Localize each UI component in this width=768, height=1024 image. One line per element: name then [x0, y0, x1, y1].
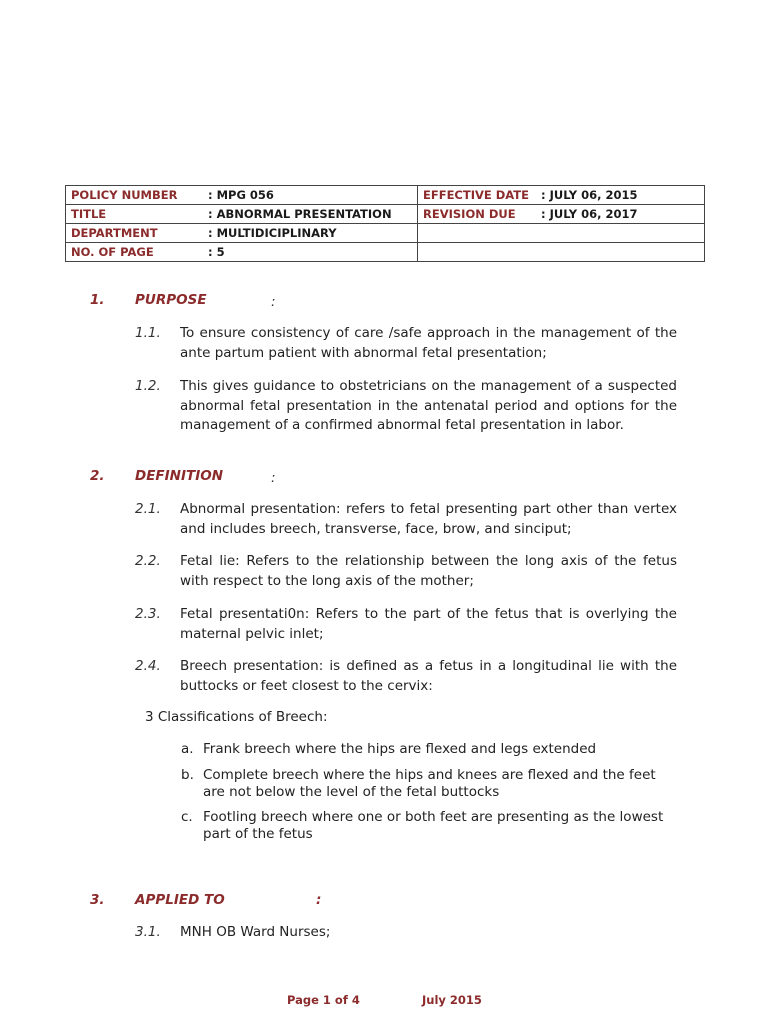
- footer-date: July 2015: [422, 993, 482, 1007]
- section-number: 1.: [90, 292, 105, 308]
- item-number: 2.2.: [135, 553, 161, 569]
- item-number: 3.1.: [135, 924, 161, 940]
- item-text: This gives guidance to obstetricians on the management of a suspected abnormal fetal presentation in the antenatal period and options for the management of a confirmed abnormal fetal presentation in labor.: [180, 378, 677, 433]
- list-item: [181, 767, 681, 801]
- section-number: 3.: [90, 892, 105, 908]
- list-item: [181, 809, 681, 843]
- list-item: [135, 605, 677, 644]
- header-value: : ABNORMAL PRESENTATION: [208, 207, 392, 221]
- header-value: : MULTIDICIPLINARY: [208, 226, 337, 240]
- policy-header-table: [65, 185, 705, 262]
- item-number: 2.4.: [135, 658, 161, 674]
- list-item: [135, 657, 677, 696]
- header-key: EFFECTIVE DATE: [423, 188, 529, 202]
- item-number: c.: [181, 809, 193, 825]
- item-number: a.: [181, 741, 194, 757]
- header-row: [66, 205, 705, 224]
- list-item: [135, 552, 677, 591]
- list-item: [181, 741, 681, 758]
- item-text: Fetal lie: Refers to the relationship between the long axis of the fetus with respect to the long axis of the mother;: [180, 553, 677, 589]
- item-number: 1.2.: [135, 378, 161, 394]
- classifications-label: 3 Classifications of Breech:: [145, 709, 328, 725]
- item-text: Fetal presentati0n: Refers to the part of the fetus that is overlying the maternal pelvic inlet;: [180, 606, 677, 642]
- section-heading-purpose: [90, 292, 207, 308]
- header-value: : JULY 06, 2015: [541, 188, 638, 202]
- footer-page-number: Page 1 of 4: [287, 993, 360, 1007]
- section-colon: :: [271, 294, 276, 310]
- item-text: MNH OB Ward Nurses;: [180, 924, 331, 940]
- header-value: : 5: [208, 245, 225, 259]
- item-text: Abnormal presentation: refers to fetal presenting part other than vertex and includes breech, transverse, face, brow, and sinciput;: [180, 501, 677, 537]
- section-title: PURPOSE: [135, 292, 207, 308]
- header-key: TITLE: [71, 207, 107, 221]
- section-colon: :: [316, 892, 322, 908]
- section-heading-definition: [90, 468, 223, 484]
- item-text: Footling breech where one or both feet are presenting as the lowest part of the fetus: [203, 809, 664, 842]
- item-text: Complete breech where the hips and knees are flexed and the feet are not below the level of the fetal buttocks: [203, 767, 656, 800]
- item-text: To ensure consistency of care /safe approach in the management of the ante partum patient with abnormal fetal presentation;: [180, 325, 677, 361]
- section-number: 2.: [90, 468, 105, 484]
- section-title: APPLIED TO: [135, 892, 225, 908]
- header-row: [66, 186, 705, 205]
- header-row: [66, 224, 705, 243]
- list-item: [135, 324, 677, 363]
- header-key: NO. OF PAGE: [71, 245, 154, 259]
- header-value: : MPG 056: [208, 188, 274, 202]
- header-value: : JULY 06, 2017: [541, 207, 638, 221]
- section-colon: :: [271, 470, 276, 486]
- list-item: [135, 500, 677, 539]
- item-text: Frank breech where the hips are flexed and legs extended: [203, 741, 597, 757]
- header-row: [66, 243, 705, 262]
- section-heading-applied-to: [90, 892, 225, 908]
- item-number: b.: [181, 767, 194, 783]
- item-number: 2.1.: [135, 501, 161, 517]
- item-number: 2.3.: [135, 606, 161, 622]
- list-item: [135, 377, 677, 436]
- item-text: Breech presentation: is defined as a fetus in a longitudinal lie with the buttocks or feet closest to the cervix:: [180, 658, 677, 694]
- header-key: POLICY NUMBER: [71, 188, 178, 202]
- section-title: DEFINITION: [135, 468, 224, 484]
- list-item: [135, 923, 677, 943]
- item-number: 1.1.: [135, 325, 161, 341]
- header-key: REVISION DUE: [423, 207, 516, 221]
- header-key: DEPARTMENT: [71, 226, 158, 240]
